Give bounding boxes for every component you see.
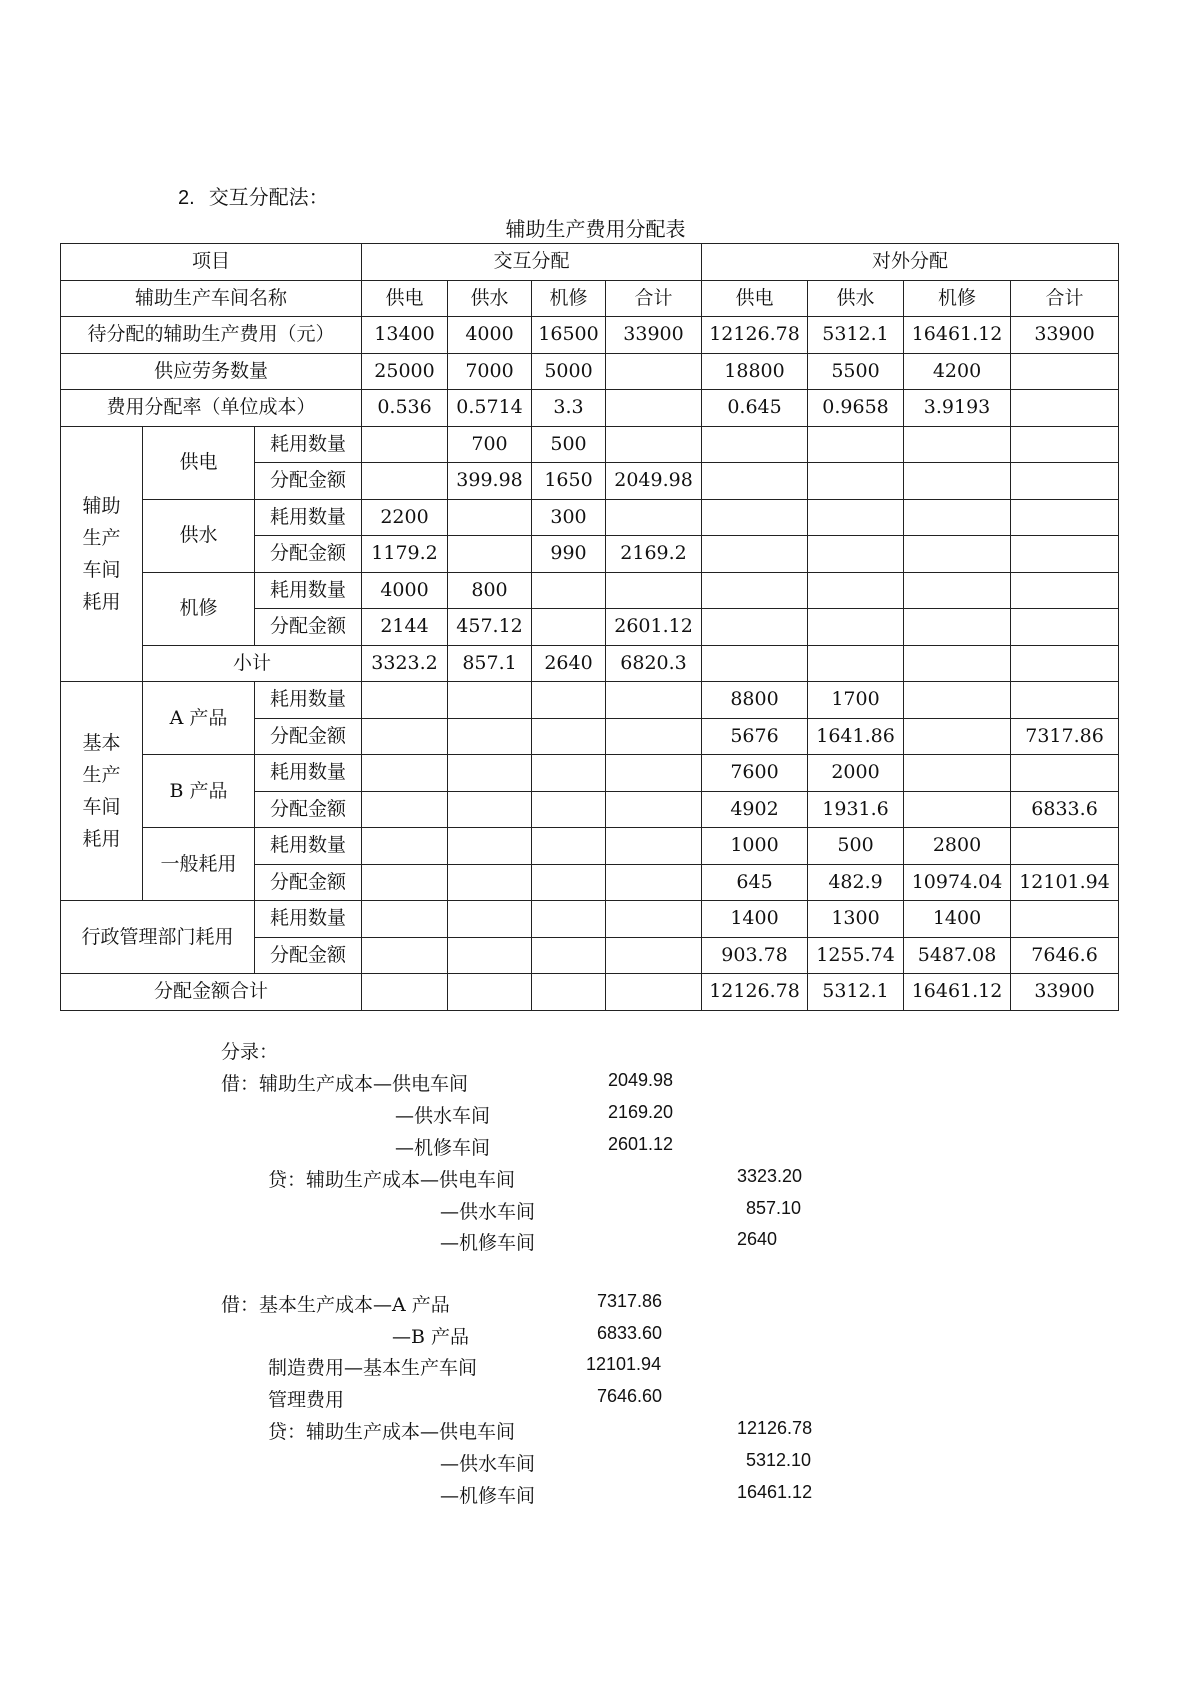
journal-amount: 12101.94	[586, 1354, 662, 1374]
value-cell	[362, 426, 448, 463]
value-cell: 1300	[808, 901, 904, 938]
journal-account: 制造费用—基本生产车间	[268, 1357, 478, 1379]
value-cell: 4902	[702, 791, 808, 828]
value-cell: 0.9658	[808, 390, 904, 427]
value-cell: 1400	[904, 901, 1011, 938]
group-label-basic: 基本生产车间耗用	[61, 682, 143, 901]
value-cell	[362, 901, 448, 938]
value-cell: 2601.12	[606, 609, 702, 646]
total-row	[61, 974, 1119, 1011]
value-cell	[1011, 353, 1119, 390]
value-cell: 33900	[606, 317, 702, 354]
column-header: 供电	[362, 280, 448, 317]
row-label: 辅助生产车间名称	[61, 280, 362, 317]
admin-usage-row	[61, 901, 1119, 938]
value-cell: 4000	[448, 317, 532, 354]
basic-usage-row	[61, 682, 1119, 719]
value-cell	[362, 828, 448, 865]
value-cell: 0.645	[702, 390, 808, 427]
row-label: 供应劳务数量	[61, 353, 362, 390]
value-cell	[362, 974, 448, 1011]
value-cell	[1011, 828, 1119, 865]
basic-usage-row	[61, 755, 1119, 792]
journal-amount: 7646.60	[597, 1386, 663, 1406]
value-cell	[606, 901, 702, 938]
journal-account: —机修车间	[440, 1232, 536, 1254]
value-cell	[362, 864, 448, 901]
row-label: 待分配的辅助生产费用（元）	[61, 317, 362, 354]
subtotal-label: 小计	[143, 645, 362, 682]
value-cell	[808, 536, 904, 573]
value-cell: 399.98	[448, 463, 532, 500]
column-header: 供水	[448, 280, 532, 317]
column-header: 机修	[904, 280, 1011, 317]
header-mutual-allocation: 交互分配	[362, 244, 702, 281]
value-cell	[904, 499, 1011, 536]
value-cell: 645	[702, 864, 808, 901]
row-label: 耗用数量	[255, 682, 362, 719]
value-cell	[532, 609, 606, 646]
value-cell	[606, 791, 702, 828]
value-cell	[532, 791, 606, 828]
value-cell	[1011, 426, 1119, 463]
value-cell	[702, 609, 808, 646]
value-cell	[532, 864, 606, 901]
value-cell	[702, 463, 808, 500]
value-cell: 10974.04	[904, 864, 1011, 901]
value-cell	[808, 499, 904, 536]
value-cell	[532, 755, 606, 792]
journal-amount: 12126.78	[737, 1418, 813, 1438]
value-cell: 2049.98	[606, 463, 702, 500]
value-cell: 1000	[702, 828, 808, 865]
journal-account: —供水车间	[440, 1453, 536, 1475]
value-cell	[606, 974, 702, 1011]
value-cell: 18800	[702, 353, 808, 390]
value-cell: 7000	[448, 353, 532, 390]
value-cell: 0.5714	[448, 390, 532, 427]
value-cell: 12126.78	[702, 974, 808, 1011]
value-cell	[606, 426, 702, 463]
value-cell	[448, 828, 532, 865]
value-cell	[1011, 499, 1119, 536]
value-cell: 903.78	[702, 937, 808, 974]
cost-row	[61, 317, 1119, 354]
journal-amount: 6833.60	[597, 1323, 663, 1343]
value-cell	[1011, 536, 1119, 573]
value-cell: 3.9193	[904, 390, 1011, 427]
row-label: 分配金额	[255, 864, 362, 901]
value-cell	[362, 463, 448, 500]
column-header: 供电	[702, 280, 808, 317]
aux-usage-row	[61, 572, 1119, 609]
value-cell: 7317.86	[1011, 718, 1119, 755]
sub-group-label: B 产品	[143, 755, 255, 828]
value-cell: 5312.1	[808, 974, 904, 1011]
row-label: 分配金额	[255, 718, 362, 755]
value-cell: 3.3	[532, 390, 606, 427]
journal-account: —机修车间	[395, 1137, 491, 1159]
value-cell: 7600	[702, 755, 808, 792]
aux-usage-row	[61, 426, 1119, 463]
value-cell: 3323.2	[362, 645, 448, 682]
value-cell	[448, 974, 532, 1011]
value-cell: 16461.12	[904, 317, 1011, 354]
value-cell: 5312.1	[808, 317, 904, 354]
value-cell	[606, 682, 702, 719]
value-cell: 5676	[702, 718, 808, 755]
value-cell	[606, 828, 702, 865]
journal-account: —B 产品	[392, 1326, 470, 1348]
value-cell: 13400	[362, 317, 448, 354]
journal-amount: 857.10	[746, 1198, 802, 1218]
sub-group-label: 机修	[143, 572, 255, 645]
value-cell: 1650	[532, 463, 606, 500]
section-title: 交互分配法：	[208, 185, 329, 209]
value-cell	[606, 499, 702, 536]
header-row	[61, 244, 1119, 281]
value-cell	[904, 755, 1011, 792]
value-cell	[1011, 390, 1119, 427]
column-header: 供水	[808, 280, 904, 317]
admin-label: 行政管理部门耗用	[61, 901, 255, 974]
journal-amount: 7317.86	[597, 1291, 663, 1311]
journal-amount: 2601.12	[608, 1134, 674, 1154]
value-cell	[904, 645, 1011, 682]
value-cell: 12126.78	[702, 317, 808, 354]
value-cell	[448, 682, 532, 719]
value-cell: 2800	[904, 828, 1011, 865]
value-cell	[702, 536, 808, 573]
value-cell	[808, 609, 904, 646]
journal-amount: 5312.10	[746, 1450, 812, 1470]
value-cell: 300	[532, 499, 606, 536]
journal-amount: 16461.12	[737, 1482, 813, 1502]
journal-account: 借：基本生产成本—A 产品	[221, 1294, 450, 1316]
value-cell	[808, 463, 904, 500]
value-cell	[532, 974, 606, 1011]
value-cell	[362, 682, 448, 719]
value-cell: 16461.12	[904, 974, 1011, 1011]
value-cell: 7646.6	[1011, 937, 1119, 974]
value-cell	[532, 682, 606, 719]
value-cell	[532, 718, 606, 755]
value-cell	[362, 718, 448, 755]
journal-account: —供水车间	[395, 1105, 491, 1127]
value-cell	[1011, 463, 1119, 500]
journal-amount: 3323.20	[737, 1166, 803, 1186]
value-cell	[904, 426, 1011, 463]
value-cell	[904, 682, 1011, 719]
value-cell	[904, 791, 1011, 828]
value-cell: 5500	[808, 353, 904, 390]
value-cell	[702, 572, 808, 609]
value-cell	[808, 645, 904, 682]
value-cell	[362, 755, 448, 792]
value-cell: 482.9	[808, 864, 904, 901]
value-cell	[606, 718, 702, 755]
sub-group-label: A 产品	[143, 682, 255, 755]
journal-account: —机修车间	[440, 1485, 536, 1507]
value-cell: 1400	[702, 901, 808, 938]
journal-amount: 2169.20	[608, 1102, 674, 1122]
value-cell: 2169.2	[606, 536, 702, 573]
column-header: 合计	[606, 280, 702, 317]
row-label: 耗用数量	[255, 828, 362, 865]
value-cell: 500	[808, 828, 904, 865]
value-cell: 457.12	[448, 609, 532, 646]
row-label: 分配金额	[255, 536, 362, 573]
value-cell	[448, 718, 532, 755]
value-cell: 800	[448, 572, 532, 609]
value-cell	[606, 353, 702, 390]
value-cell: 1179.2	[362, 536, 448, 573]
value-cell	[362, 791, 448, 828]
value-cell	[1011, 645, 1119, 682]
value-cell: 1255.74	[808, 937, 904, 974]
journal-account: —供水车间	[440, 1201, 536, 1223]
value-cell: 6833.6	[1011, 791, 1119, 828]
rate-row	[61, 390, 1119, 427]
value-cell	[532, 937, 606, 974]
value-cell	[904, 609, 1011, 646]
value-cell	[1011, 572, 1119, 609]
row-label: 分配金额	[255, 463, 362, 500]
value-cell: 0.536	[362, 390, 448, 427]
row-label: 分配金额	[255, 791, 362, 828]
value-cell	[606, 572, 702, 609]
value-cell	[606, 864, 702, 901]
value-cell	[1011, 755, 1119, 792]
value-cell: 25000	[362, 353, 448, 390]
value-cell	[904, 572, 1011, 609]
value-cell: 6820.3	[606, 645, 702, 682]
sub-group-label: 供电	[143, 426, 255, 499]
row-label: 分配金额	[255, 609, 362, 646]
value-cell: 1931.6	[808, 791, 904, 828]
value-cell: 700	[448, 426, 532, 463]
value-cell	[808, 426, 904, 463]
value-cell	[448, 937, 532, 974]
value-cell: 8800	[702, 682, 808, 719]
value-cell	[1011, 682, 1119, 719]
journal-account: 贷：辅助生产成本—供电车间	[268, 1421, 516, 1443]
value-cell	[1011, 901, 1119, 938]
header-item: 项目	[61, 244, 362, 281]
journal-account: 借：辅助生产成本—供电车间	[221, 1073, 469, 1095]
value-cell	[808, 572, 904, 609]
value-cell	[532, 901, 606, 938]
value-cell: 16500	[532, 317, 606, 354]
value-cell	[702, 499, 808, 536]
row-label: 费用分配率（单位成本）	[61, 390, 362, 427]
value-cell: 1700	[808, 682, 904, 719]
value-cell: 2640	[532, 645, 606, 682]
value-cell: 4000	[362, 572, 448, 609]
value-cell	[448, 499, 532, 536]
row-label: 分配金额	[255, 937, 362, 974]
value-cell: 12101.94	[1011, 864, 1119, 901]
value-cell: 2144	[362, 609, 448, 646]
row-label: 耗用数量	[255, 426, 362, 463]
subtotal-row	[61, 645, 1119, 682]
group-label-aux: 辅助生产车间耗用	[61, 426, 143, 682]
value-cell: 4200	[904, 353, 1011, 390]
row-label: 耗用数量	[255, 572, 362, 609]
value-cell	[904, 718, 1011, 755]
value-cell	[904, 536, 1011, 573]
value-cell	[702, 645, 808, 682]
value-cell	[606, 937, 702, 974]
value-cell	[448, 864, 532, 901]
value-cell: 5000	[532, 353, 606, 390]
value-cell	[532, 572, 606, 609]
basic-usage-row	[61, 828, 1119, 865]
header-external-allocation: 对外分配	[702, 244, 1119, 281]
section-number: 2.	[178, 187, 195, 209]
row-label: 耗用数量	[255, 901, 362, 938]
value-cell: 990	[532, 536, 606, 573]
value-cell	[1011, 609, 1119, 646]
value-cell	[448, 755, 532, 792]
column-header: 机修	[532, 280, 606, 317]
value-cell: 2000	[808, 755, 904, 792]
value-cell	[362, 937, 448, 974]
section-heading	[178, 181, 329, 210]
value-cell	[448, 901, 532, 938]
value-cell	[448, 791, 532, 828]
value-cell	[904, 463, 1011, 500]
total-label: 分配金额合计	[61, 974, 362, 1011]
row-label: 耗用数量	[255, 499, 362, 536]
value-cell	[606, 755, 702, 792]
value-cell	[532, 828, 606, 865]
value-cell	[702, 426, 808, 463]
allocation-table	[60, 243, 1119, 1011]
row-label: 耗用数量	[255, 755, 362, 792]
journal-title: 分录：	[221, 1041, 279, 1063]
table-title: 辅助生产费用分配表	[505, 217, 686, 241]
journal-amount: 2049.98	[608, 1070, 674, 1090]
value-cell: 5487.08	[904, 937, 1011, 974]
value-cell: 33900	[1011, 317, 1119, 354]
journal-account: 贷：辅助生产成本—供电车间	[268, 1169, 516, 1191]
column-names-row	[61, 280, 1119, 317]
quantity-row	[61, 353, 1119, 390]
value-cell	[448, 536, 532, 573]
journal-amount: 2640	[737, 1229, 778, 1249]
sub-group-label: 供水	[143, 499, 255, 572]
journal-account: 管理费用	[268, 1389, 345, 1411]
value-cell: 2200	[362, 499, 448, 536]
value-cell	[606, 390, 702, 427]
value-cell: 1641.86	[808, 718, 904, 755]
value-cell: 500	[532, 426, 606, 463]
value-cell: 857.1	[448, 645, 532, 682]
aux-usage-row	[61, 499, 1119, 536]
column-header: 合计	[1011, 280, 1119, 317]
value-cell: 33900	[1011, 974, 1119, 1011]
sub-group-label: 一般耗用	[143, 828, 255, 901]
